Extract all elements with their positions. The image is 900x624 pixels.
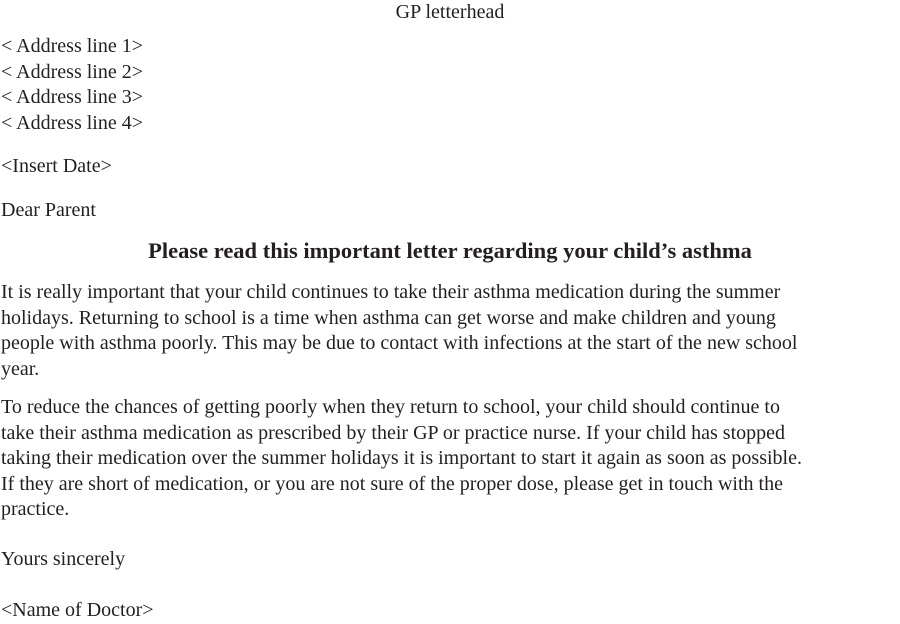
paragraph-1-line-4: year. xyxy=(1,357,40,380)
letter-heading: Please read this important letter regarding your child’s asthma xyxy=(148,238,752,263)
doctor-name-placeholder: <Name of Doctor> xyxy=(1,599,154,621)
paragraph-2-line-4: If they are short of medication, or you are not sure of the proper dose, please get in touch with the xyxy=(1,472,783,495)
address-line-1: < Address line 1> xyxy=(1,35,143,57)
paragraph-2-line-1: To reduce the chances of getting poorly when they return to school, your child should continue to xyxy=(1,396,780,418)
paragraph-2-line-3: taking their medication over the summer holidays it is important to start it again as soon as possible. xyxy=(1,447,802,469)
paragraph-2-line-5: practice. xyxy=(1,498,70,520)
letterhead: GP letterhead xyxy=(395,1,505,23)
paragraph-1-line-2: holidays. Returning to school is a time when asthma can get worse and make children and young xyxy=(1,306,776,329)
paragraph-1-line-1: It is really important that your child continues to take their asthma medication during the summer xyxy=(1,281,781,303)
paragraph-2-line-2: take their asthma medication as prescribed by their GP or practice nurse. If your child has stopped xyxy=(1,421,786,444)
address-line-2: < Address line 2> xyxy=(1,60,143,83)
closing: Yours sincerely xyxy=(1,548,126,570)
paragraph-1-line-3: people with asthma poorly. This may be due to contact with infections at the start of the new school xyxy=(1,332,798,354)
date-placeholder: <Insert Date> xyxy=(1,155,112,177)
address-line-4: < Address line 4> xyxy=(1,111,143,134)
salutation: Dear Parent xyxy=(1,199,96,221)
body-paragraph-1 xyxy=(1,280,897,382)
address-line-3: < Address line 3> xyxy=(1,86,143,108)
body-paragraph-2 xyxy=(1,395,897,523)
address-block xyxy=(1,34,143,136)
